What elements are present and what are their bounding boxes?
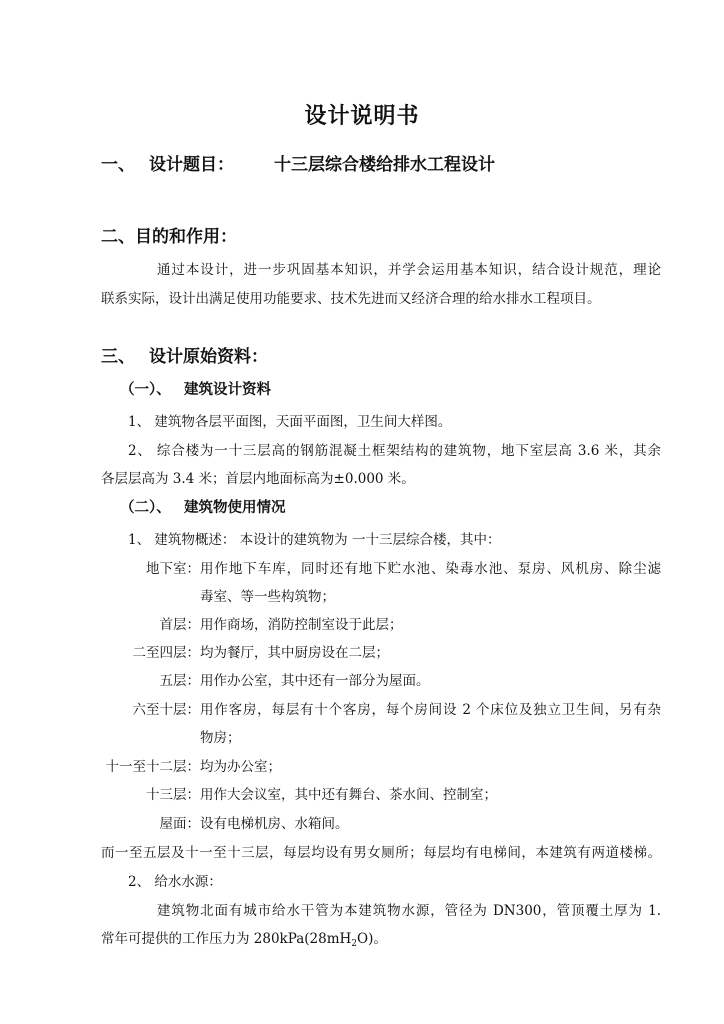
floors-2-4-label: 二至四层： [132,645,200,661]
restroom-note: 而一至五层及十一至十三层，每层均设有男女厕所；每层均有电梯间，本建筑有两道楼梯。 [101,845,661,861]
water-pressure-tail: O)。 [357,931,387,947]
water-source-item: 2、 给水水源： [128,874,222,890]
design-topic: 十三层综合楼给排水工程设计 [274,155,495,175]
section-2-heading: 二、目的和作用： [101,227,237,247]
roof-label: 屋面： [159,816,200,832]
water-source-line-2 [101,927,387,949]
purpose-line-1: 通过本设计，进一步巩固基本知识，并学会运用基本知识，结合设计规范，理论 [157,262,661,278]
subsection-1-number: （一）、 [120,382,171,398]
arch-item-2-line-2: 各层层高为 3.4 米；首层内地面标高为±0.000 米。 [101,471,415,487]
section-1-label: 设计题目： [149,155,234,175]
subsection-2-label: 建筑物使用情况 [184,500,286,516]
floors-2-4-text: 均为餐厅，其中厨房设在二层； [200,645,389,661]
floor-5-label: 五层： [159,673,200,689]
floor-13-text: 用作大会议室，其中还有舞台、茶水间、控制室； [200,787,497,803]
section-3-label: 设计原始资料： [149,347,268,367]
section-3-number: 三、 [101,347,135,367]
arch-item-1: 1、 建筑物各层平面图，天面平面图，卫生间大样图。 [128,414,452,430]
purpose-line-2: 联系实际，设计出满足使用功能要求、技术先进而又经济合理的给水排水工程项目。 [101,291,601,307]
subsection-1-label: 建筑设计资料 [184,382,271,398]
roof-text: 设有电梯机房、水箱间。 [200,816,349,832]
basement-line-1: 用作地下车库，同时还有地下贮水池、染毒水池、泵房、风机房、除尘滤 [200,561,661,577]
water-pressure-text: 常年可提供的工作压力为 280kPa(28mH [101,931,352,947]
floors-6-10-line-2: 物房； [200,730,241,746]
floors-6-10-line-1: 用作客房，每层有十个客房，每个房间设 2 个床位及独立卫生间，另有杂 [200,702,661,718]
section-1-number: 一、 [101,155,135,175]
floor-1-text: 用作商场，消防控制室设于此层； [200,617,403,633]
subsection-2-number: （二）、 [120,500,171,516]
floors-11-12-text: 均为办公室； [200,759,281,775]
basement-line-2: 毒室、等一些构筑物； [200,589,335,605]
arch-item-2-line-1: 2、 综合楼为一十三层高的钢筋混凝土框架结构的建筑物，地下室层高 3.6 米，其余 [128,443,661,459]
floor-13-label: 十三层： [146,787,200,803]
water-source-line-1: 建筑物北面有城市给水干管为本建筑物水源，管径为 DN300，管顶覆土厚为 1. [157,903,661,919]
floor-1-label: 首层： [159,617,200,633]
usage-item-1: 1、 建筑物概述： 本设计的建筑物为 一十三层综合楼，其中： [128,532,501,548]
floors-6-10-label: 六至十层： [132,702,200,718]
document-title: 设计说明书 [304,104,420,129]
water-pressure-subscript: 2 [351,939,358,949]
floor-5-text: 用作办公室，其中还有一部分为屋面。 [200,673,430,689]
floors-11-12-label: 十一至十二层： [105,759,200,775]
basement-label: 地下室： [146,561,200,577]
